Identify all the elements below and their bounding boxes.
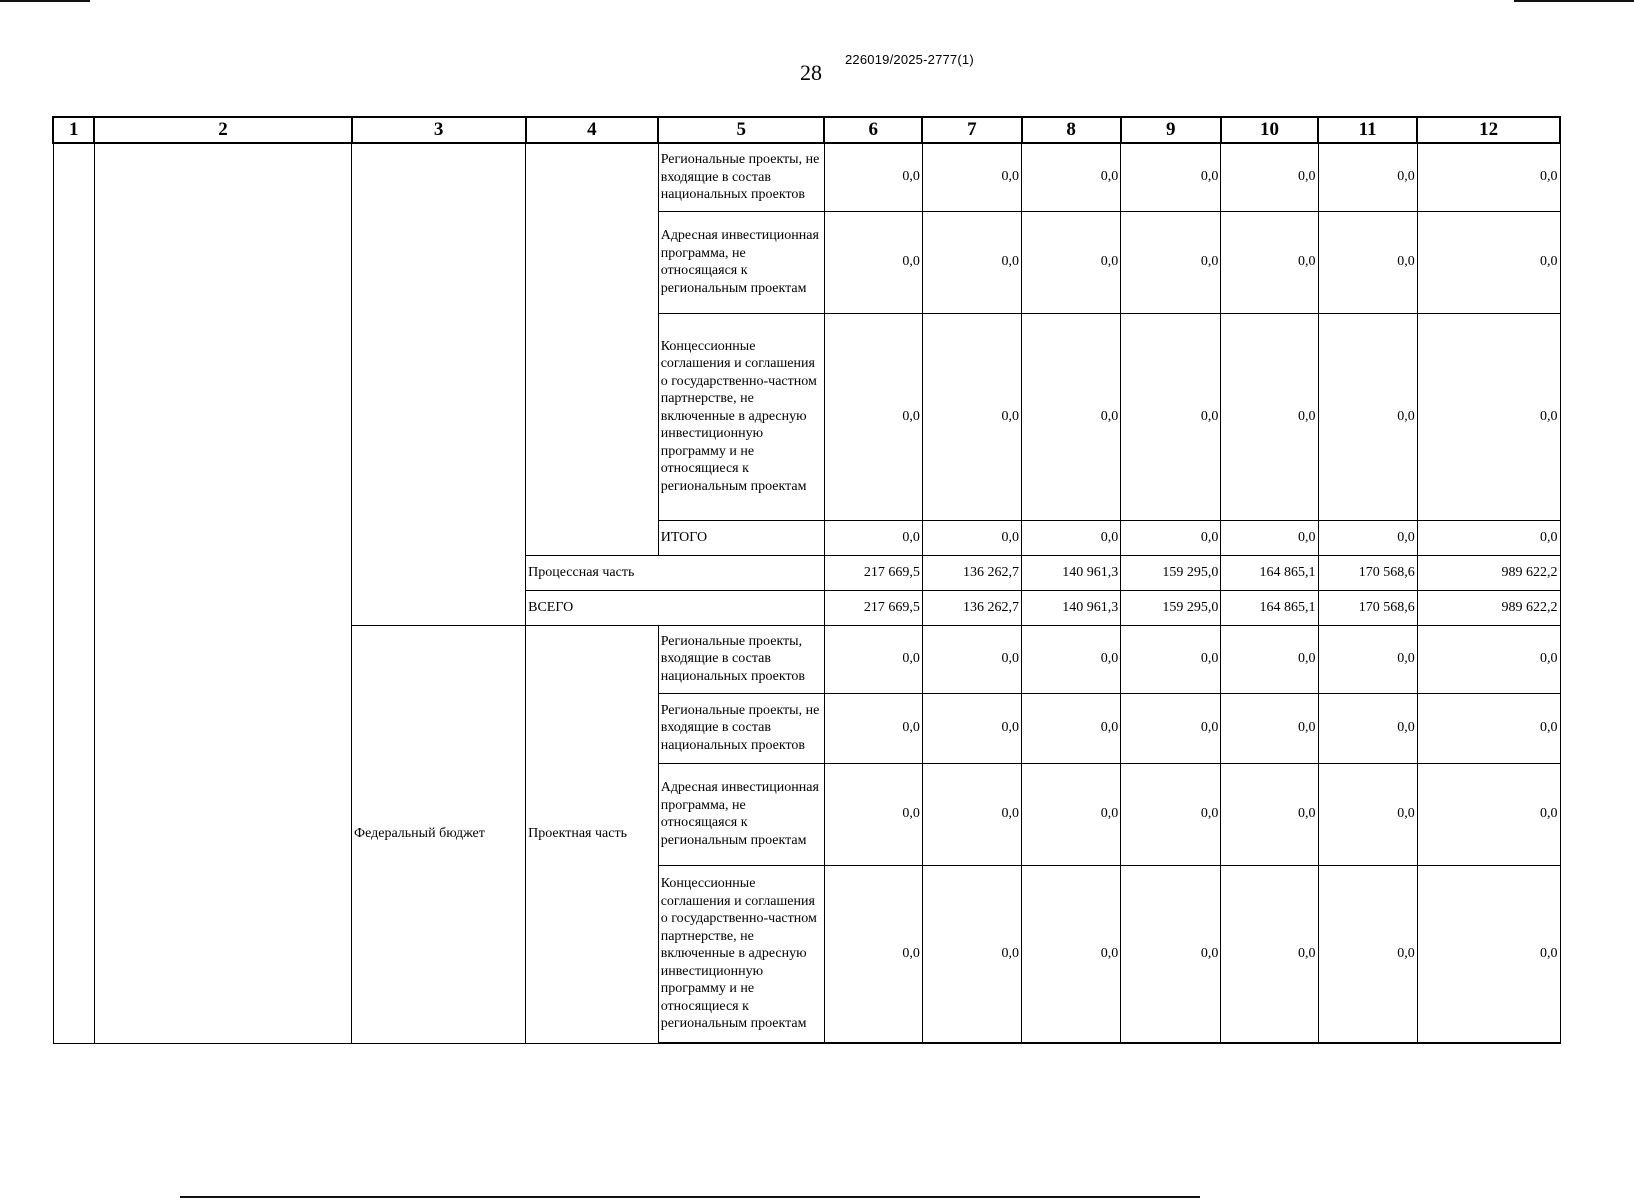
- row-description: ИТОГО: [658, 520, 824, 555]
- value-cell: 0,0: [1318, 211, 1417, 313]
- value-cell: 0,0: [1022, 313, 1121, 520]
- value-cell: 0,0: [1121, 211, 1221, 313]
- value-cell: 0,0: [1022, 865, 1121, 1043]
- value-cell: 164 865,1: [1221, 555, 1318, 590]
- value-cell: 0,0: [1121, 520, 1221, 555]
- column-header: 3: [352, 117, 526, 143]
- value-cell: 0,0: [1318, 763, 1417, 865]
- value-cell: 0,0: [1417, 313, 1560, 520]
- value-cell: 0,0: [1417, 693, 1560, 763]
- value-cell: 0,0: [1318, 693, 1417, 763]
- document-reference: 226019/2025-2777(1): [845, 52, 974, 67]
- value-cell: 989 622,2: [1417, 555, 1560, 590]
- value-cell: 140 961,3: [1022, 590, 1121, 625]
- column-header: 6: [824, 117, 922, 143]
- col2-cell: [94, 143, 351, 1043]
- value-cell: 989 622,2: [1417, 590, 1560, 625]
- value-cell: 0,0: [1221, 143, 1318, 211]
- value-cell: 0,0: [922, 520, 1021, 555]
- value-cell: 0,0: [824, 143, 922, 211]
- value-cell: 170 568,6: [1318, 590, 1417, 625]
- value-cell: 0,0: [1417, 625, 1560, 693]
- value-cell: 0,0: [1221, 763, 1318, 865]
- value-cell: 0,0: [1022, 211, 1121, 313]
- value-cell: 0,0: [922, 313, 1021, 520]
- value-cell: 0,0: [1417, 763, 1560, 865]
- value-cell: 0,0: [1318, 143, 1417, 211]
- value-cell: 0,0: [922, 763, 1021, 865]
- value-cell: 0,0: [1121, 143, 1221, 211]
- process-label: Процессная часть: [526, 555, 825, 590]
- value-cell: 0,0: [1318, 520, 1417, 555]
- value-cell: 0,0: [824, 520, 922, 555]
- value-cell: 0,0: [824, 865, 922, 1043]
- value-cell: 0,0: [824, 211, 922, 313]
- value-cell: 0,0: [1417, 865, 1560, 1043]
- row-description: Региональные проекты, входящие в состав национальных проектов: [658, 625, 824, 693]
- value-cell: 0,0: [1221, 520, 1318, 555]
- scan-edge: [0, 0, 90, 2]
- column-header: 1: [53, 117, 94, 143]
- value-cell: 0,0: [1121, 625, 1221, 693]
- column-header: 4: [526, 117, 659, 143]
- value-cell: 0,0: [1022, 520, 1121, 555]
- budget-table: [52, 116, 1561, 1044]
- value-cell: 217 669,5: [824, 555, 922, 590]
- total-label: ВСЕГО: [526, 590, 825, 625]
- column-header: 11: [1318, 117, 1417, 143]
- value-cell: 0,0: [922, 625, 1021, 693]
- budget-source-label: Федеральный бюджет: [352, 625, 526, 1043]
- value-cell: 0,0: [1022, 693, 1121, 763]
- value-cell: 0,0: [1022, 763, 1121, 865]
- value-cell: 0,0: [1417, 143, 1560, 211]
- value-cell: 164 865,1: [1221, 590, 1318, 625]
- page-number: 28: [800, 60, 822, 85]
- value-cell: 136 262,7: [922, 555, 1021, 590]
- value-cell: 0,0: [1417, 520, 1560, 555]
- column-header: 7: [922, 117, 1021, 143]
- row-description: Концессионные соглашения и соглашения о государственно-частном партнерстве, не включенные в адресную инвестиционную программу и не относящиеся к региональным проектам: [658, 313, 824, 520]
- column-header: 8: [1022, 117, 1121, 143]
- table-row: [53, 143, 1560, 211]
- column-header: 2: [94, 117, 351, 143]
- scan-edge: [1514, 0, 1634, 2]
- scan-edge: [180, 1196, 1200, 1198]
- project-part-label: Проектная часть: [526, 625, 659, 1043]
- row-description: Адресная инвестиционная программа, не относящаяся к региональным проектам: [658, 763, 824, 865]
- value-cell: 0,0: [922, 865, 1021, 1043]
- value-cell: 0,0: [1318, 865, 1417, 1043]
- value-cell: 217 669,5: [824, 590, 922, 625]
- value-cell: 0,0: [824, 763, 922, 865]
- value-cell: 0,0: [1121, 865, 1221, 1043]
- value-cell: 0,0: [1221, 693, 1318, 763]
- value-cell: 0,0: [1121, 313, 1221, 520]
- value-cell: 0,0: [1221, 211, 1318, 313]
- value-cell: 0,0: [1022, 143, 1121, 211]
- value-cell: 0,0: [1022, 625, 1121, 693]
- value-cell: 0,0: [1318, 313, 1417, 520]
- value-cell: 170 568,6: [1318, 555, 1417, 590]
- row-description: Адресная инвестиционная программа, не относящаяся к региональным проектам: [658, 211, 824, 313]
- row-description: Региональные проекты, не входящие в состав национальных проектов: [658, 693, 824, 763]
- value-cell: 0,0: [1121, 693, 1221, 763]
- value-cell: 0,0: [1221, 625, 1318, 693]
- value-cell: 0,0: [824, 625, 922, 693]
- column-header: 9: [1121, 117, 1221, 143]
- value-cell: 0,0: [1318, 625, 1417, 693]
- col4-cell: [526, 143, 659, 555]
- column-header: 5: [658, 117, 824, 143]
- row-description: Концессионные соглашения и соглашения о государственно-частном партнерстве, не включенные в адресную инвестиционную программу и не относящиеся к региональным проектам: [658, 865, 824, 1043]
- value-cell: 0,0: [824, 313, 922, 520]
- value-cell: 0,0: [1221, 313, 1318, 520]
- value-cell: 159 295,0: [1121, 590, 1221, 625]
- value-cell: 0,0: [1417, 211, 1560, 313]
- row-description: Региональные проекты, не входящие в состав национальных проектов: [658, 143, 824, 211]
- value-cell: 0,0: [922, 693, 1021, 763]
- column-number-row: [53, 117, 1560, 143]
- col1-cell: [53, 143, 94, 1043]
- value-cell: 159 295,0: [1121, 555, 1221, 590]
- value-cell: 0,0: [922, 211, 1021, 313]
- value-cell: 136 262,7: [922, 590, 1021, 625]
- column-header: 12: [1417, 117, 1560, 143]
- value-cell: 0,0: [922, 143, 1021, 211]
- col3-cell: [352, 143, 526, 625]
- value-cell: 140 961,3: [1022, 555, 1121, 590]
- column-header: 10: [1221, 117, 1318, 143]
- value-cell: 0,0: [1221, 865, 1318, 1043]
- value-cell: 0,0: [1121, 763, 1221, 865]
- value-cell: 0,0: [824, 693, 922, 763]
